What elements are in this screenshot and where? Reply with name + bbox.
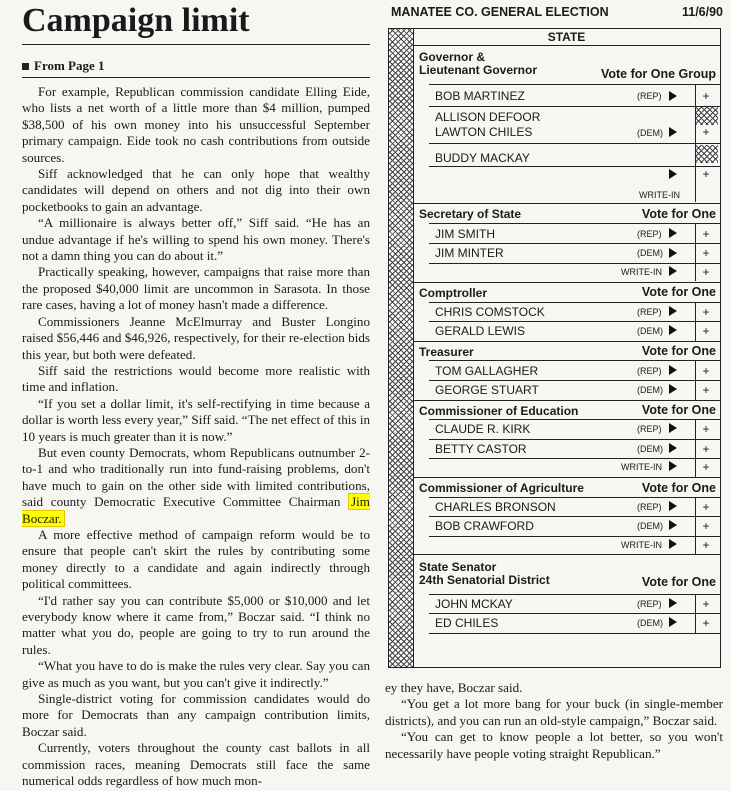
section-divider (413, 400, 720, 401)
article-paragraph: Practically speaking, however, campaigns that raise more than the proposed $40,000 limit are uncommon in Sarasota. In those rare cases, having a lot of money hasn't made a difference. (22, 264, 370, 313)
candidate-name: TOM GALLAGHER (435, 364, 539, 378)
vote-box: + (702, 227, 710, 241)
party-label: (REP) (637, 91, 662, 101)
candidate-name: JOHN MCKAY (435, 597, 513, 611)
vote-box: + (702, 89, 710, 103)
party-label: (DEM) (637, 521, 663, 531)
arrow-icon (669, 461, 677, 471)
arrow-icon (669, 598, 677, 608)
ballot-line (429, 84, 720, 85)
highlighted-name: Jim Boczar. (22, 494, 370, 526)
ballot-line (429, 263, 720, 264)
race-heading-treasurer: Treasurer (419, 345, 474, 359)
ballot-line (429, 223, 720, 224)
ballot-line (429, 613, 720, 614)
race-heading-agriculture: Commissioner of Agriculture (419, 481, 584, 495)
vote-box: + (702, 167, 710, 181)
headline: Campaign limit (22, 2, 250, 39)
from-page-label (22, 58, 105, 74)
ballot-line (429, 302, 720, 303)
article-paragraph: A more effective method of campaign reform would be to ensure that people can't skirt the rules by contributing some money directly to a candidate and again indirectly through political committees. (22, 526, 370, 592)
party-label: (REP) (637, 599, 662, 609)
party-label: (DEM) (637, 326, 663, 336)
ballot-line (429, 360, 720, 361)
vote-box: + (702, 442, 710, 456)
candidate-name: BOB MARTINEZ (435, 89, 525, 103)
race-heading-line: Lieutenant Governor (419, 63, 538, 77)
vote-instruction: Vote for One Group (600, 67, 716, 81)
ballot-state-header: STATE (413, 29, 720, 46)
vote-box: + (702, 519, 710, 533)
vote-box: + (702, 422, 710, 436)
vote-instruction: Vote for One (641, 575, 716, 589)
ballot-graphic (388, 28, 721, 668)
ballot-line (429, 106, 720, 107)
headline-rule (22, 44, 370, 45)
hatched-box (696, 145, 718, 163)
arrow-icon (669, 539, 677, 549)
article-paragraph: Single-district voting for commission candidates would do more for Democrats than any campaign contribution limits, Boczar said. (22, 691, 370, 739)
race-heading-comptroller: Comptroller (419, 286, 488, 300)
ballot-line (429, 243, 720, 244)
party-label: (DEM) (637, 385, 663, 395)
ballot-date: 11/6/90 (681, 5, 723, 19)
party-label: (DEM) (637, 128, 663, 138)
arrow-icon (669, 169, 677, 179)
arrow-icon (669, 325, 677, 335)
vote-box: + (702, 305, 710, 319)
ballot-line (429, 516, 720, 517)
party-label: (REP) (637, 366, 662, 376)
section-divider (413, 282, 720, 283)
ballot-line (429, 419, 720, 420)
vote-box: + (702, 460, 710, 474)
vote-box: + (702, 383, 710, 397)
ballot-line (429, 143, 720, 144)
arrow-icon (669, 306, 677, 316)
arrow-icon (669, 520, 677, 530)
party-label: (REP) (637, 502, 662, 512)
column-divider (695, 302, 696, 341)
candidate-name: GERALD LEWIS (435, 324, 526, 338)
arrow-icon (669, 501, 677, 511)
race-heading-governor (419, 51, 537, 77)
vote-box: + (702, 125, 710, 139)
arrow-icon (669, 266, 677, 276)
race-heading-education: Commissioner of Education (419, 404, 579, 418)
candidate-name: BETTY CASTOR (435, 442, 527, 456)
paragraph-text: But even county Democrats, whom Republicans outnumber 2-to-1 and who traditionally run into fund-raising problems, don't have much to gain on the other side with limited contributions, said county Democratic Executive Committee Chairman (22, 444, 370, 510)
section-divider (413, 477, 720, 478)
article-paragraph: “If you set a dollar limit, it's self-rectifying in time because a dollar is worth less every year,” Siff said. “The net effect of this in 10 years is much greater than it is now.” (22, 395, 370, 444)
candidate-name: BUDDY MACKAY (435, 151, 530, 165)
candidate-name: BOB CRAWFORD (435, 519, 534, 533)
column-divider (695, 419, 696, 477)
article-paragraph: “A millionaire is always better off,” Siff said. “He has an undue advantage if he's willing to spend his own money. There's not a damn thing you can do about it.” (22, 215, 370, 264)
article-paragraph: ey they have, Boczar said. (385, 680, 523, 695)
arrow-icon (669, 443, 677, 453)
party-label: (REP) (637, 307, 662, 317)
from-page-text: From Page 1 (34, 58, 105, 73)
article-paragraph: “You get a lot more bang for your buck (in single-member districts), and you can run an old-style campaign,” Boczar said. (385, 696, 723, 728)
party-label: (DEM) (637, 444, 663, 454)
column-divider (695, 360, 696, 400)
race-heading-line: State Senator (419, 560, 497, 574)
candidate-name: JIM SMITH (435, 227, 495, 241)
article-paragraph: “You can get to know people a lot better, so you won't necessarily have people voting straight Republican.” (385, 729, 723, 761)
write-in-label: WRITE-IN (621, 267, 662, 277)
candidate-name: CHARLES BRONSON (435, 500, 556, 514)
section-divider (413, 203, 720, 204)
candidate-name: ED CHILES (435, 616, 499, 630)
column-divider (695, 223, 696, 281)
arrow-icon (669, 228, 677, 238)
right-article-column (385, 680, 723, 762)
race-heading-secretary-of-state: Secretary of State (419, 207, 522, 221)
party-label: (REP) (637, 229, 662, 239)
race-heading-state-senator (419, 561, 550, 587)
article-paragraph (22, 445, 370, 527)
ballot-line (429, 380, 720, 381)
arrow-icon (669, 127, 677, 137)
hatched-box (696, 107, 718, 125)
arrow-icon (669, 365, 677, 375)
ballot-line (429, 633, 720, 634)
candidate-name: LAWTON CHILES (435, 125, 533, 139)
ballot-title: MANATEE CO. GENERAL ELECTION (391, 5, 609, 19)
vote-box: + (702, 500, 710, 514)
ballot-line (429, 594, 720, 595)
column-divider (695, 497, 696, 554)
article-paragraph: “I'd rather say you can contribute $5,000 or $10,000 and let everybody know where it came from,” Boczar said. “I think no matter what you do, people are going to try to run around the rules. (22, 592, 370, 657)
ballot-line (429, 458, 720, 459)
ballot-line (429, 536, 720, 537)
article-paragraph: Siff acknowledged that he can only hope that wealthy candidates will depend on others and not dig into their own pocketbooks to gain an advantage. (22, 166, 370, 214)
article-paragraph: “What you have to do is make the rules very clear. Say you can give as much as you want, but you can't give it indirectly.” (22, 658, 370, 690)
vote-box: + (702, 538, 710, 552)
column-divider (695, 594, 696, 633)
race-heading-line: 24th Senatorial District (419, 573, 550, 587)
party-label: (DEM) (637, 248, 663, 258)
vote-instruction: Vote for One (641, 481, 716, 495)
vote-box: + (702, 616, 710, 630)
column-divider (695, 84, 696, 202)
article-paragraph: Currently, voters throughout the county cast ballots in all commission races, meaning Democrats still face the same numerical odds regardless of how much mon- (22, 740, 370, 789)
race-heading-line: Governor & (419, 50, 486, 64)
vote-box: + (702, 324, 710, 338)
ballot-title-bar (391, 5, 723, 19)
candidate-name: ALLISON DEFOOR (435, 110, 541, 124)
vote-instruction: Vote for One (641, 403, 716, 417)
write-in-label: WRITE-IN (621, 462, 662, 472)
arrow-icon (669, 384, 677, 394)
arrow-icon (669, 617, 677, 627)
vote-instruction: Vote for One (641, 285, 716, 299)
write-in-label: WRITE-IN (639, 190, 680, 200)
vote-box: + (702, 597, 710, 611)
vote-instruction: Vote for One (641, 207, 716, 221)
left-article-column (22, 84, 370, 789)
section-divider (413, 554, 720, 555)
vote-instruction: Vote for One (641, 344, 716, 358)
ballot-line (429, 321, 720, 322)
vote-box: + (702, 246, 710, 260)
party-label: (DEM) (637, 618, 663, 628)
arrow-icon (669, 91, 677, 101)
ballot-line (429, 439, 720, 440)
square-bullet-icon (22, 63, 29, 70)
ballot-hatch-margin (389, 29, 414, 667)
ballot-line (429, 497, 720, 498)
article-paragraph: Commissioners Jeanne McElmurray and Buster Longino raised $56,446 and $46,926, respectively, for their re-election bids this year, but both were defeated. (22, 313, 370, 362)
candidate-name: CHRIS COMSTOCK (435, 305, 545, 319)
candidate-name: GEORGE STUART (435, 383, 539, 397)
vote-box: + (702, 265, 710, 279)
vote-box: + (702, 364, 710, 378)
candidate-name: JIM MINTER (435, 246, 504, 260)
ballot-line (429, 166, 720, 167)
article-paragraph: Siff said the restrictions would become more realistic with time and inflation. (22, 362, 370, 395)
write-in-label: WRITE-IN (621, 540, 662, 550)
section-divider (413, 341, 720, 342)
arrow-icon (669, 423, 677, 433)
party-label: (REP) (637, 424, 662, 434)
arrow-icon (669, 248, 677, 258)
candidate-name: CLAUDE R. KIRK (435, 422, 531, 436)
article-paragraph: For example, Republican commission candidate Elling Eide, who lists a net worth of a little more than $4 million, pumped $38,500 of his own money into his unsuccessful September primary campaign. Eide took no cash contributions from outside sources. (22, 84, 370, 165)
section-rule (22, 77, 370, 78)
